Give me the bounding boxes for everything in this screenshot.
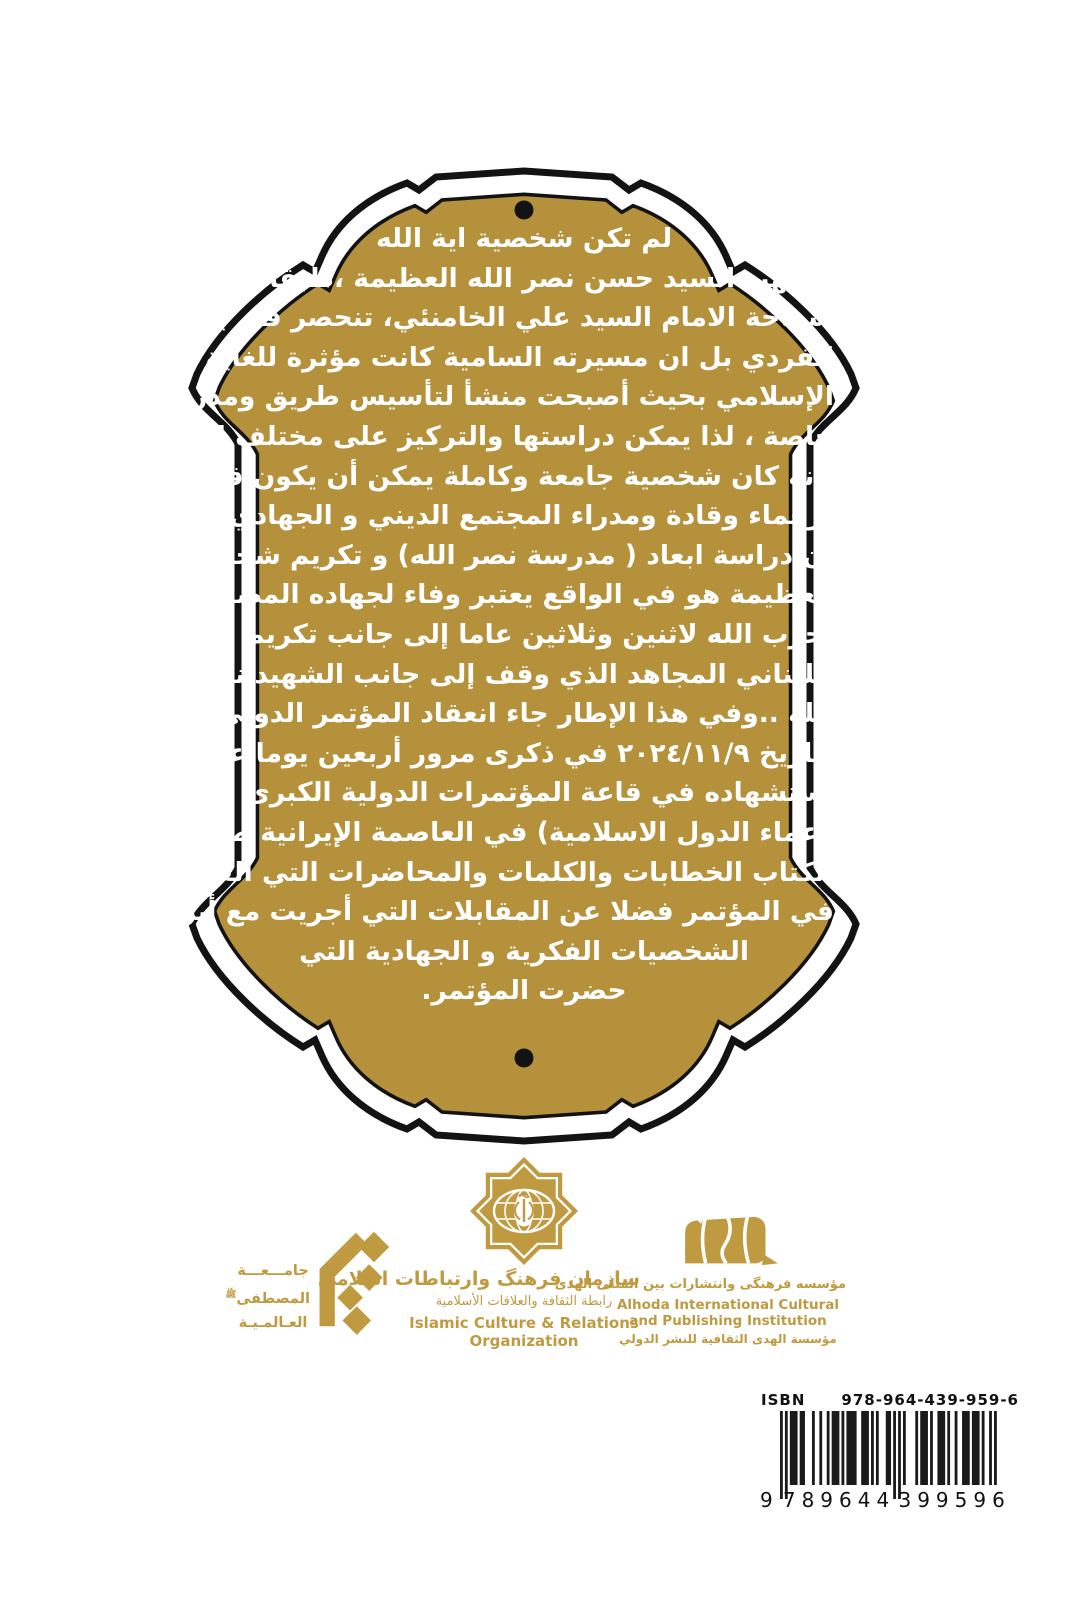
alhoda-persian-name: مؤسسه فرهنگی وانتشارات بین المللی الهدی <box>554 1277 846 1292</box>
blurb-line: الشخصيات الفكرية و الجهادية التي <box>299 935 749 967</box>
blurb-line: لحزب الله لاثنين وثلاثين عاما إلى جانب تكريم الشعب <box>146 618 834 650</box>
bottom-ornament-dot <box>515 1049 534 1068</box>
alhoda-logo <box>554 1210 846 1346</box>
alhoda-english-name-line2: and Publishing Institution <box>629 1313 827 1329</box>
blurb-line: خاصة ، لذا يمكن دراستها والتركيز على مختلف ابعادها <box>140 420 834 452</box>
blurb-line: لزعماء وقادة ومدراء المجتمع الديني و الجهادي المقاوم. <box>108 500 834 532</box>
alhoda-arabic-name: مؤسسة الهدى الثقافية للنشر الدولي <box>619 1332 837 1346</box>
blurb-line: بتاريخ ٢٠٢٤/١١/٩ في ذكرى مرور أربعين يوما على <box>190 737 834 769</box>
icro-logo <box>317 1155 640 1350</box>
icro-arabic-name: رابطة الثقافة والعلاقات الأسلامية <box>435 1294 613 1309</box>
blurb-line: سماحة الامام السيد علي الخامنئي، تنحصر في بعدها <box>159 302 834 334</box>
icro-english-name-line1: Islamic Culture & Relations <box>409 1314 639 1332</box>
alhoda-calligraphy-icon <box>678 1210 778 1272</box>
blurb-line: الشهيد السيد حسن نصر الله العظيمة ،طبقا لتعبير <box>186 262 834 294</box>
top-ornament-dot <box>515 201 534 220</box>
blurb-line: حضرت المؤتمر. <box>421 975 627 1007</box>
blurb-line: الله ..وفي هذا الإطار جاء انعقاد المؤتمر الدولي الكبير <box>134 698 834 730</box>
icro-star-globe-icon <box>468 1155 580 1267</box>
isbn-line <box>756 1391 1022 1409</box>
ean13-barcode <box>756 1409 1022 1511</box>
al-mustafa-line2: المصطفى$^ﷺ$ <box>225 1290 310 1307</box>
al-mustafa-line1: جامـــعـــة <box>237 1263 309 1279</box>
isbn-label: ISBN <box>761 1391 806 1409</box>
blurb-line: لانه كان شخصية جامعة وكاملة يمكن أن يكون قدوة <box>178 460 834 492</box>
svg-text:399596: 399596 <box>898 1488 1011 1511</box>
alhoda-english-name-line1: Alhoda International Cultural <box>616 1297 840 1313</box>
blurb-line: اللبناني المجاهد الذي وقف إلى جانب الشهيد نصر <box>192 658 834 690</box>
svg-text:789644: 789644 <box>782 1488 896 1511</box>
blurb-line: الفردي بل ان مسيرته السامية كانت مؤثرة للغاية في العالم <box>68 341 834 373</box>
blurb-line: في المؤتمر فضلا عن المقابلات التي أجريت مع أبرز <box>165 896 834 928</box>
blurb-line: استشهاده في قاعة المؤتمرات الدولية الكبرى (قاعة <box>162 777 834 809</box>
isbn-block <box>756 1391 1022 1515</box>
svg-text:9: 9 <box>760 1488 773 1511</box>
al-mustafa-logo-text <box>225 1259 310 1335</box>
icro-english-name-line2: Organization <box>469 1332 579 1350</box>
honorific-icon: ﷺ <box>225 1290 237 1300</box>
isbn-number: 978-964-439-959-6 <box>841 1391 1019 1409</box>
blurb-line: لم تكن شخصية اية الله <box>375 223 673 254</box>
icro-persian-name: سازمان فرهنگ وارتباطات اسلامی <box>317 1268 640 1290</box>
blurb-line: الإسلامي بحيث أصبحت منشأ لتأسيس طريق ومدرسة <box>149 381 834 413</box>
blurb-line: الكتاب الخطابات والكلمات والمحاضرات التي القيت <box>175 856 834 888</box>
back-cover-blurb <box>68 219 834 1011</box>
blurb-line: ان دراسة ابعاد ( مدرسة نصر الله) و تكريم شخصيته <box>171 539 834 571</box>
al-mustafa-line3: العـالمـيـة <box>238 1314 308 1331</box>
blurb-line: زعماء الدول الاسلامية) في العاصمة الإيرانية طهران.يضم <box>93 816 834 848</box>
blurb-line: العظيمة هو في الواقع يعتبر وفاء لجهاده المضني وقيادته <box>95 579 834 611</box>
